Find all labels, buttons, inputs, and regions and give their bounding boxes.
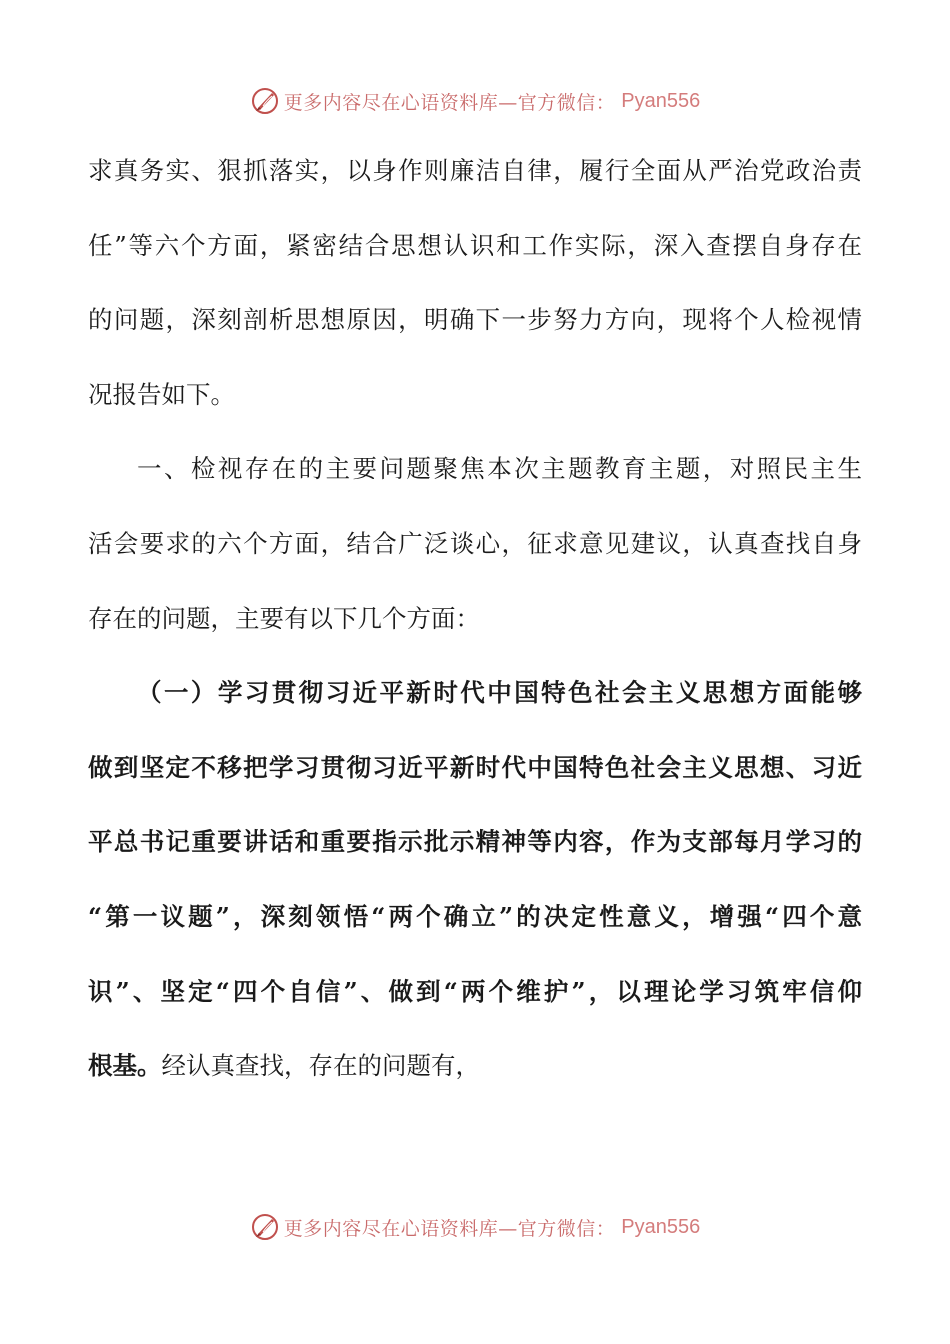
watermark-header — [0, 86, 950, 116]
watermark-wechat-id: Pyan556 — [621, 1215, 701, 1238]
section-heading-1 — [88, 432, 862, 656]
normal-tail: 经认真查找，存在的问题有， — [161, 1051, 480, 1081]
text-line: 平总书记重要讲话和重要指示批示精神等内容，作为支部每月学习的 — [88, 827, 862, 857]
watermark-text: 更多内容尽在心语资料库—官方微信： — [283, 1217, 616, 1240]
subsection-1 — [88, 656, 862, 1104]
text-line: （一）学习贯彻习近平新时代中国特色社会主义思想方面能够 — [137, 678, 862, 708]
bold-lead: 根基。 — [88, 1051, 162, 1081]
text-line: 存在的问题，主要有以下几个方面： — [88, 603, 480, 633]
watermark-text: 更多内容尽在心语资料库—官方微信： — [283, 91, 616, 114]
paragraph-intro — [88, 134, 862, 432]
document-body — [88, 134, 862, 1104]
text-line: 求真务实、狠抓落实，以身作则廉洁自律，履行全面从严治党政治责 — [88, 156, 862, 185]
quill-pen-logo-icon — [250, 1212, 280, 1242]
text-line: 做到坚定不移把学习贯彻习近平新时代中国特色社会主义思想、习近 — [88, 752, 862, 782]
quill-pen-logo-icon — [250, 86, 280, 116]
watermark-footer — [0, 1212, 950, 1242]
text-line — [88, 1029, 862, 1104]
text-line: 况报告如下。 — [88, 379, 235, 409]
text-line: 识”、坚定“四个自信”、做到“两个维护”，以理论学习筑牢信仰 — [88, 976, 862, 1006]
watermark-wechat-id: Pyan556 — [621, 89, 701, 112]
text-line: 一、检视存在的主要问题聚焦本次主题教育主题，对照民主生 — [137, 454, 862, 484]
text-line: 活会要求的六个方面，结合广泛谈心，征求意见建议，认真查找自身 — [88, 528, 862, 558]
text-line: 任”等六个方面，紧密结合思想认识和工作实际，深入查摆自身存在 — [88, 230, 862, 260]
text-line: “第一议题”，深刻领悟“两个确立”的决定性意义，增强“四个意 — [88, 901, 862, 931]
text-line: 的问题，深刻剖析思想原因，明确下一步努力方向，现将个人检视情 — [88, 305, 862, 335]
